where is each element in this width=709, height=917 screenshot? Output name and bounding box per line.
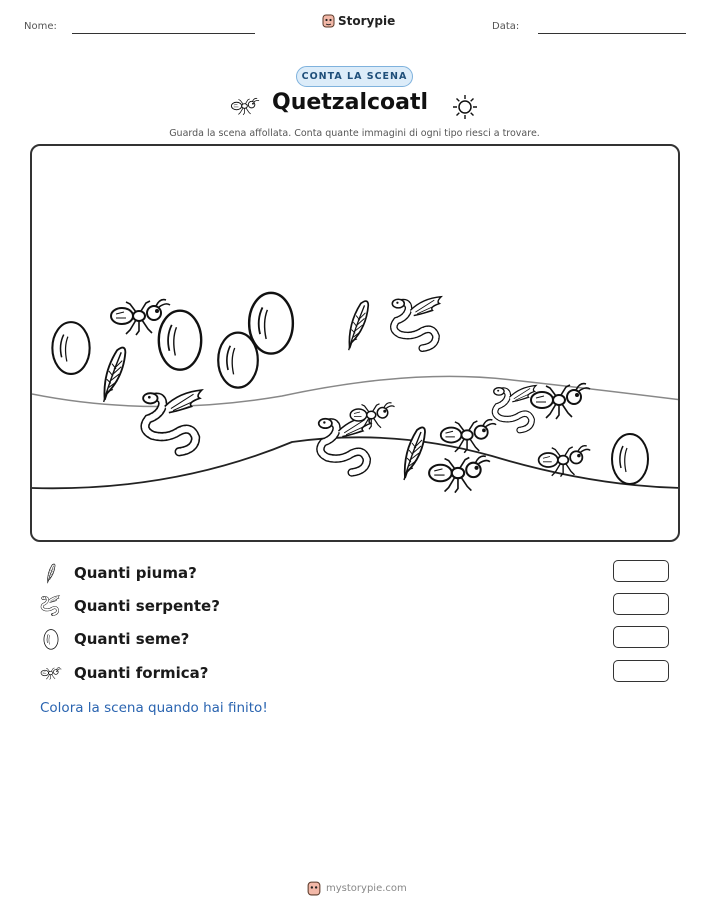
back-hill-line bbox=[32, 376, 680, 406]
name-line[interactable] bbox=[72, 33, 255, 34]
feather-icon bbox=[40, 562, 62, 584]
date-label: Data: bbox=[492, 21, 520, 32]
question-serpent bbox=[40, 593, 220, 619]
ant-6 bbox=[539, 446, 591, 477]
answer-ant-box[interactable] bbox=[613, 660, 669, 682]
feather-3 bbox=[404, 427, 425, 480]
sun-icon bbox=[452, 94, 478, 120]
serpent-1 bbox=[392, 297, 441, 348]
front-hill-line bbox=[32, 437, 680, 488]
brand-logo bbox=[322, 13, 395, 28]
ant-4 bbox=[531, 384, 590, 419]
seed-1 bbox=[52, 322, 89, 374]
serpent-3 bbox=[319, 416, 373, 473]
serpent-icon bbox=[40, 595, 62, 617]
storypie-logo-icon bbox=[322, 13, 335, 28]
answer-serpent-box[interactable] bbox=[613, 593, 669, 615]
seed-4 bbox=[249, 293, 293, 354]
scene-illustration bbox=[32, 146, 680, 542]
badge: CONTA LA SCENA bbox=[296, 66, 413, 87]
footer bbox=[307, 880, 407, 896]
answer-feather-box[interactable] bbox=[613, 560, 669, 582]
brand-name: Storypie bbox=[338, 13, 396, 28]
question-ant-text: Quanti formica? bbox=[74, 664, 209, 682]
question-seed bbox=[40, 626, 190, 652]
question-feather-text: Quanti piuma? bbox=[74, 564, 197, 582]
page-title: Quetzalcoatl bbox=[272, 90, 429, 115]
seed-icon bbox=[40, 628, 62, 650]
question-feather bbox=[40, 560, 197, 586]
seed-5 bbox=[612, 434, 648, 484]
instructions: Guarda la scena affollata. Conta quante immagini di ogni tipo riesci a trovare. bbox=[169, 128, 540, 139]
feather-2 bbox=[349, 301, 369, 350]
serpent-2 bbox=[143, 390, 202, 452]
question-serpent-text: Quanti serpente? bbox=[74, 597, 220, 615]
answer-seed-box[interactable] bbox=[613, 626, 669, 648]
ant-3 bbox=[441, 420, 496, 453]
counting-scene bbox=[30, 144, 680, 542]
feather-1 bbox=[104, 348, 126, 402]
footer-url[interactable]: mystorypie.com bbox=[326, 882, 407, 894]
seed-2 bbox=[159, 311, 201, 370]
ant-5 bbox=[429, 456, 490, 493]
question-seed-text: Quanti seme? bbox=[74, 630, 190, 648]
name-label: Nome: bbox=[24, 21, 57, 32]
ant-icon bbox=[40, 662, 62, 684]
coloring-note: Colora la scena quando hai finito! bbox=[40, 700, 268, 716]
date-line[interactable] bbox=[538, 33, 686, 34]
ant-icon bbox=[230, 96, 260, 116]
serpent-4 bbox=[494, 385, 536, 430]
storypie-footer-icon bbox=[307, 880, 321, 896]
question-ant bbox=[40, 660, 209, 686]
